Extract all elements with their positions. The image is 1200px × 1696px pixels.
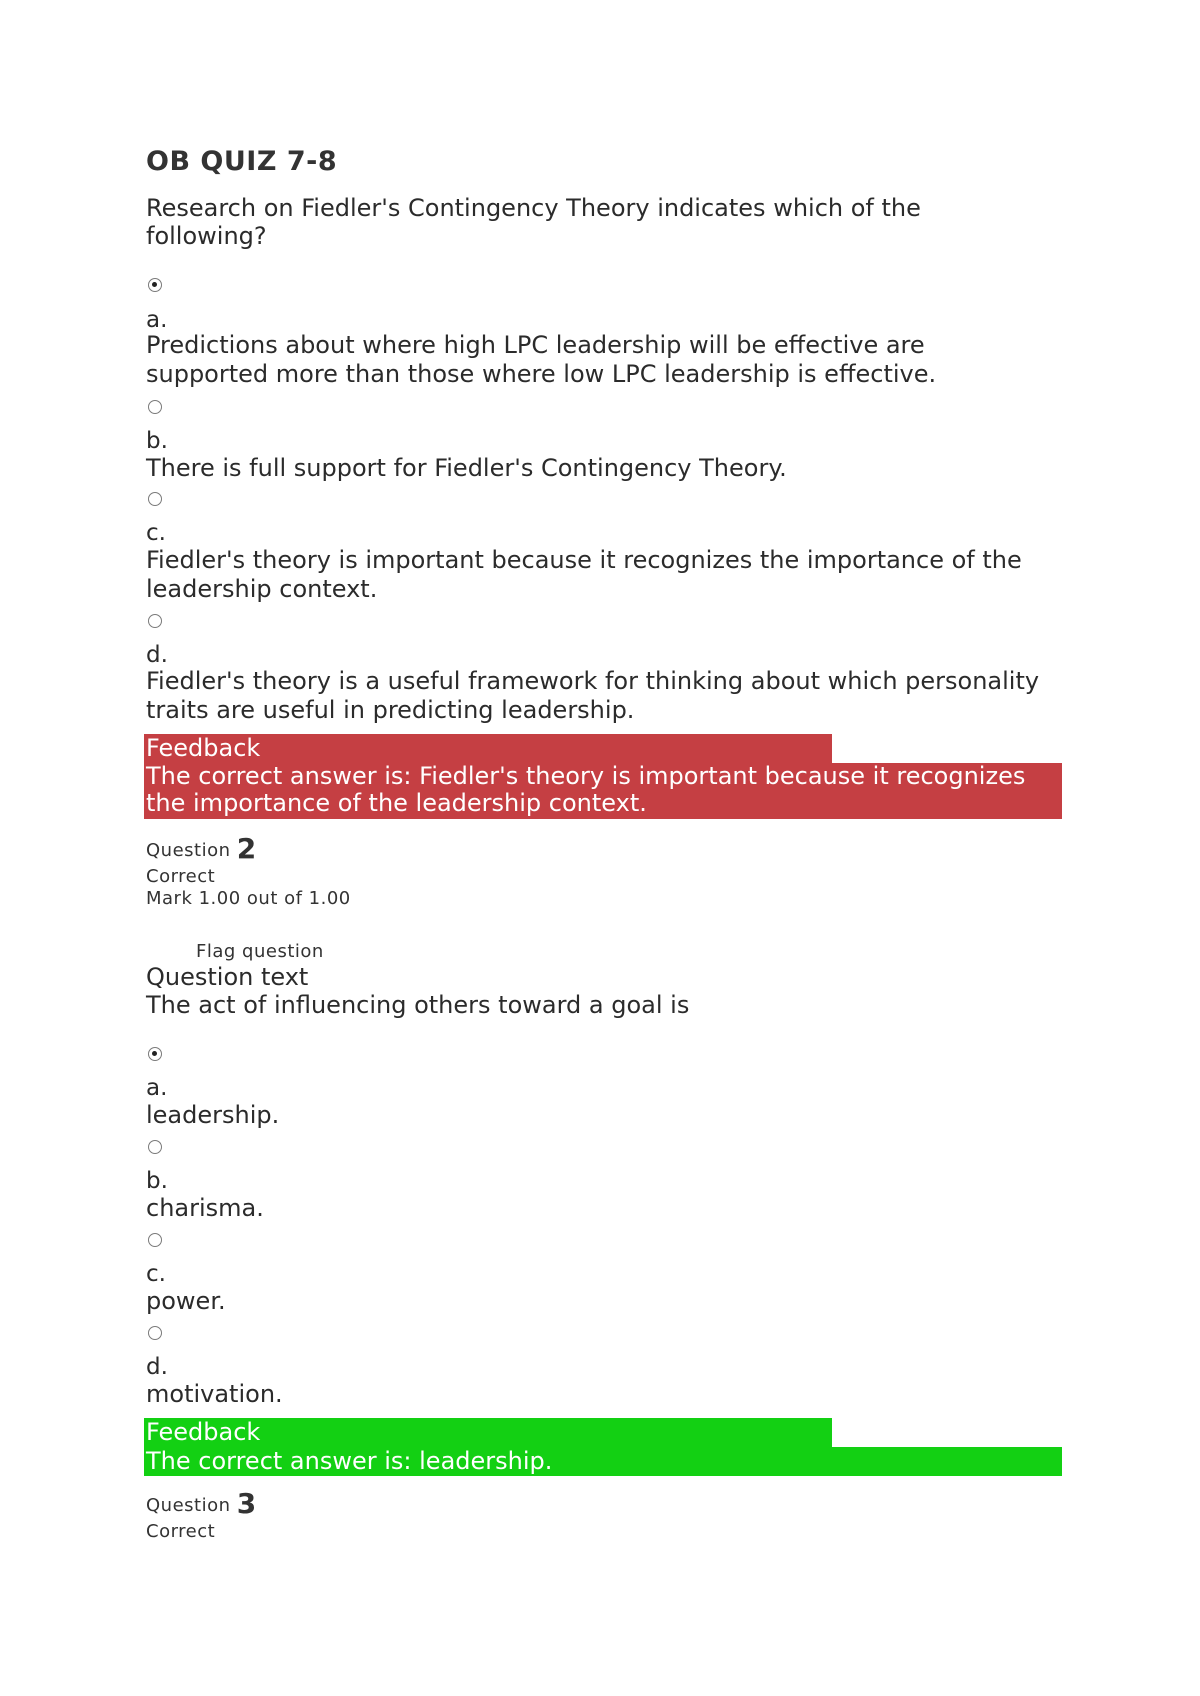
q2-option-b-text: charisma. [146, 1194, 264, 1222]
q1-option-c-text: Fiedler's theory is important because it recognizes the importance of the leadership context. [146, 546, 1022, 603]
q2-flag-question[interactable]: Flag question [196, 941, 324, 962]
q2-status: Correct [146, 866, 216, 887]
q1-option-d-text: Fiedler's theory is a useful framework for thinking about which personality traits are useful in predicting leadership. [146, 667, 1040, 724]
q1-option-d-letter: d. [146, 642, 168, 668]
document-title: OB QUIZ 7-8 [146, 146, 338, 177]
q1-option-a-radio[interactable] [148, 278, 162, 292]
q2-option-a-text: leadership. [146, 1101, 280, 1129]
q1-option-a-letter: a. [146, 307, 168, 333]
q2-number: 2 [236, 832, 257, 865]
q2-option-c-letter: c. [146, 1261, 166, 1287]
q1-option-b-text: There is full support for Fiedler's Contingency Theory. [146, 454, 787, 482]
q2-option-b-radio[interactable] [148, 1140, 162, 1154]
q1-option-c-radio[interactable] [148, 492, 162, 506]
q2-mark: Mark 1.00 out of 1.00 [146, 888, 351, 909]
q2-option-a-letter: a. [146, 1075, 168, 1101]
q2-feedback-label: Feedback [144, 1418, 832, 1447]
q1-option-a-text: Predictions about where high LPC leadership will be effective are supported more than those where low LPC leadership is effective. [146, 331, 937, 388]
q2-question-text-label: Question text [146, 963, 309, 991]
q2-option-d-letter: d. [146, 1354, 168, 1380]
q1-option-d-radio[interactable] [148, 614, 162, 628]
q1-question-text: Research on Fiedler's Contingency Theory indicates which of the following? [146, 194, 921, 250]
q2-option-c-radio[interactable] [148, 1233, 162, 1247]
q2-header [146, 832, 257, 865]
q3-header [146, 1487, 257, 1520]
q2-feedback-text: The correct answer is: leadership. [144, 1447, 1062, 1476]
q2-option-a-radio[interactable] [148, 1047, 162, 1061]
q1-option-b-radio[interactable] [148, 400, 162, 414]
q2-option-d-text: motivation. [146, 1380, 283, 1408]
q3-status: Correct [146, 1521, 216, 1542]
q2-option-d-radio[interactable] [148, 1326, 162, 1340]
q2-option-b-letter: b. [146, 1168, 168, 1194]
q2-label: Question [146, 840, 231, 861]
q3-number: 3 [236, 1487, 257, 1520]
q1-option-b-letter: b. [146, 428, 168, 454]
q2-question-text: The act of influencing others toward a goal is [146, 991, 690, 1019]
q1-option-c-letter: c. [146, 520, 166, 546]
q3-label: Question [146, 1495, 231, 1516]
q1-feedback-text: The correct answer is: Fiedler's theory is important because it recognizes the importance of the leadership context. [144, 763, 1062, 819]
q1-feedback-label: Feedback [144, 734, 832, 763]
q2-option-c-text: power. [146, 1287, 226, 1315]
